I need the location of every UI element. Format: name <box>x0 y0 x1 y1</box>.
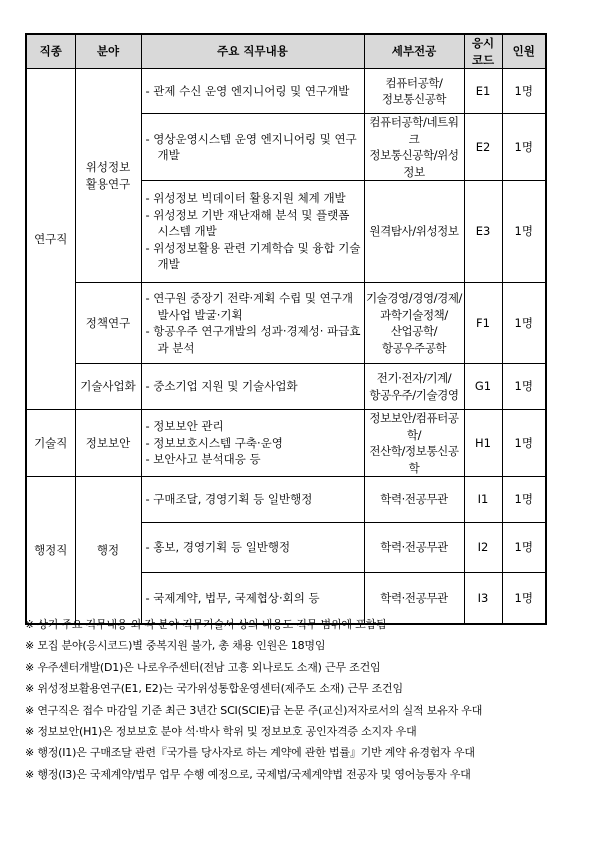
count-cell: 1명 <box>502 114 546 181</box>
code-cell: F1 <box>464 283 502 364</box>
major-line: 항공우주공학 <box>381 340 447 355</box>
header-headcount: 인원 <box>502 34 546 69</box>
job-type-cell: 행정직 <box>26 477 75 624</box>
major-cell <box>364 114 464 181</box>
major-cell <box>364 181 464 283</box>
duties-cell <box>141 283 364 364</box>
count-cell: 1명 <box>502 181 546 283</box>
note-item: ※ 우주센터개발(D1)은 나로우주센터(전남 고흥 외나로도 소재) 근무 조건임 <box>25 660 381 674</box>
major-line: 학력·전공무관 <box>380 590 448 605</box>
major-cell <box>364 69 464 114</box>
table-row <box>26 283 546 364</box>
field-cell: 정책연구 <box>75 283 141 364</box>
duties-cell <box>141 69 364 114</box>
major-line: 산업공학/ <box>390 324 438 338</box>
header-field: 분야 <box>75 34 141 69</box>
code-cell: E3 <box>464 181 502 283</box>
duty-item: - 영상운영시스템 운영 엔지니어링 및 연구개발 <box>145 131 357 162</box>
count-cell: 1명 <box>502 283 546 364</box>
header-code-line2: 코드 <box>471 52 495 67</box>
count-cell: 1명 <box>502 410 546 477</box>
note-item: ※ 정보보안(H1)은 정보보호 분야 석·박사 학위 및 정보보호 공인자격증 소지자 우대 <box>25 725 417 739</box>
duties-cell <box>141 523 364 573</box>
note-item: ※ 연구직은 접수 마감일 기준 최근 3년간 SCI(SCIE)급 논문 주(교신)저자로서의 실적 보유자 우대 <box>25 703 483 717</box>
count-cell: 1명 <box>502 477 546 523</box>
duty-item: - 항공우주 연구개발의 성과·경제성· 파급효과 분석 <box>145 324 361 355</box>
code-cell: H1 <box>464 410 502 477</box>
duties-cell <box>141 364 364 410</box>
major-line: 컴퓨터공학/네트워크 <box>369 115 459 146</box>
major-line: 정보통신공학/위성정보 <box>369 148 459 179</box>
major-line: 학력·전공무관 <box>380 492 448 507</box>
major-cell <box>364 283 464 364</box>
table-row <box>26 364 546 410</box>
major-line: 기술경영/경영/경제/ <box>365 291 463 305</box>
duty-item: - 중소기업 지원 및 기술사업화 <box>145 379 298 394</box>
major-line: 정보보안/컴퓨터공학/ <box>369 411 459 442</box>
major-line: 학력·전공무관 <box>380 540 448 555</box>
count-cell: 1명 <box>502 69 546 114</box>
major-line: 과학기술정책/ <box>380 307 448 322</box>
duty-item: - 정보보호시스템 구축·운영 <box>145 435 283 450</box>
note-item: ※ 행정(I3)은 국제계약/법무 업무 수행 예정으로, 국제법/국제계약법 전공자 및 영어능통자 우대 <box>25 767 471 781</box>
duty-item: - 홍보, 경영기획 등 일반행정 <box>145 540 291 555</box>
field-cell: 행정 <box>75 477 141 624</box>
note-item: ※ 위성정보활용연구(E1, E2)는 국가위성통합운영센터(제주도 소재) 근무 조건임 <box>25 682 403 696</box>
field-cell: 기술사업화 <box>75 364 141 410</box>
major-line: 원격탐사/위성정보 <box>369 224 459 239</box>
major-cell <box>364 410 464 477</box>
field-line: 위성정보 <box>85 160 131 174</box>
notes-list <box>25 614 570 785</box>
code-cell: E1 <box>464 69 502 114</box>
duties-cell <box>141 477 364 523</box>
count-cell: 1명 <box>502 364 546 410</box>
recruitment-table <box>25 33 547 625</box>
duties-cell <box>141 114 364 181</box>
count-cell: 1명 <box>502 573 546 624</box>
field-line: 활용연구 <box>85 176 131 191</box>
code-cell: G1 <box>464 364 502 410</box>
duty-item: - 위성정보 기반 재난재해 분석 및 플랫폼 시스템 개발 <box>145 207 350 239</box>
header-code <box>464 34 502 69</box>
major-cell <box>364 523 464 573</box>
duty-item: - 위성정보 빅데이터 활용지원 체계 개발 <box>145 191 346 206</box>
code-cell: I3 <box>464 573 502 624</box>
duty-item: - 관제 수신 운영 엔지니어링 및 연구개발 <box>145 83 350 98</box>
header-major: 세부전공 <box>364 34 464 69</box>
field-cell: 정보보안 <box>75 410 141 477</box>
duty-item: - 위성정보활용 관련 기계학습 및 융합 기술 개발 <box>145 240 361 272</box>
note-item: ※ 모집 분야(응시코드)별 중복지원 불가, 총 채용 인원은 18명임 <box>25 639 326 653</box>
duty-item: - 정보보안 관리 <box>145 419 224 434</box>
count-cell: 1명 <box>502 523 546 573</box>
major-line: 항공우주/기술경영 <box>369 387 459 402</box>
table-row <box>26 477 546 523</box>
duty-item: - 보안사고 분석대응 등 <box>145 452 261 467</box>
code-cell: I2 <box>464 523 502 573</box>
major-cell <box>364 364 464 410</box>
header-job-type: 직종 <box>26 34 75 69</box>
duty-item: - 국제계약, 법무, 국제협상·회의 등 <box>145 590 320 605</box>
note-item: ※ 행정(I1)은 구매조달 관련『국가를 당사자로 하는 계약에 관한 법률』기반 계약 유경험자 우대 <box>25 746 475 760</box>
duties-cell <box>141 410 364 477</box>
table-row <box>26 410 546 477</box>
table-row <box>26 69 546 114</box>
header-code-line1: 응시 <box>471 36 495 50</box>
duty-item: - 구매조달, 경영기획 등 일반행정 <box>145 492 313 507</box>
duty-item: - 연구원 중장기 전략·계획 수립 및 연구개발사업 발굴·기획 <box>145 291 353 322</box>
job-type-cell: 기술직 <box>26 410 75 477</box>
header-duties: 주요 직무내용 <box>141 34 364 69</box>
code-cell: I1 <box>464 477 502 523</box>
note-item: ※ 상기 주요 직무내용 외 각 분야 직무기술서 상의 내용도 직무 범위에 포함됨 <box>25 618 387 631</box>
major-cell <box>364 477 464 523</box>
duties-cell <box>141 181 364 283</box>
field-cell <box>75 69 141 283</box>
code-cell: E2 <box>464 114 502 181</box>
major-line: 전산학/정보통신공학 <box>369 444 459 475</box>
job-type-cell: 연구직 <box>26 69 75 410</box>
major-line: 컴퓨터공학/ <box>385 75 443 90</box>
major-line: 정보통신공학 <box>381 92 447 106</box>
table-header-row <box>26 34 546 69</box>
major-line: 전기·전자/기계/ <box>376 371 452 385</box>
